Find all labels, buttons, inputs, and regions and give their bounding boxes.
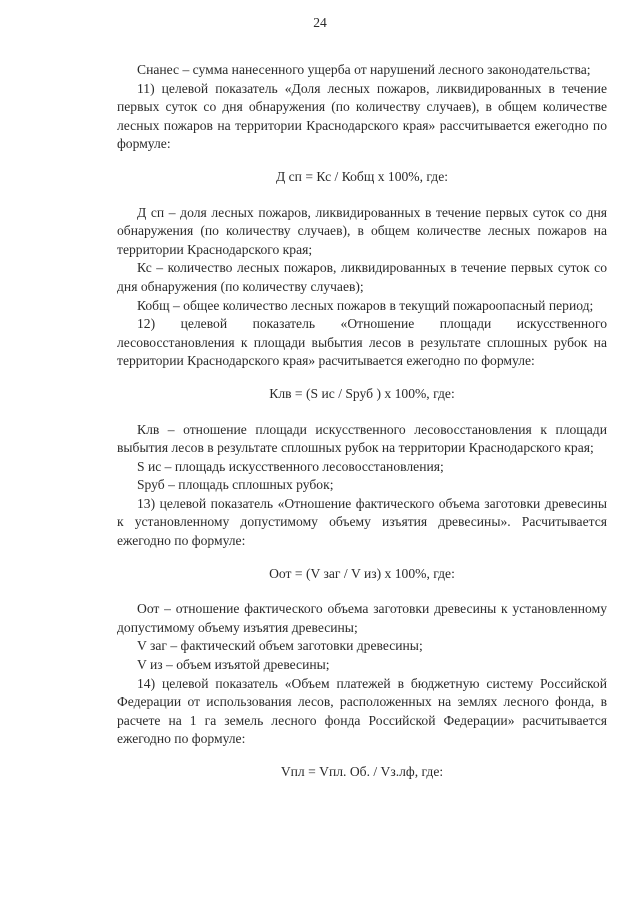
paragraph: Кс – количество лесных пожаров, ликвидированных в течение первых суток со дня обнаружения (по количеству случаев); [117, 260, 607, 294]
paragraph: Кобщ – общее количество лесных пожаров в текущий пожароопасный период; [137, 297, 594, 313]
paragraph: Клв – отношение площади искусственного лесовосстановления к площади выбытия лесов в результате сплошных рубок на территории Краснодарского края; [117, 421, 607, 456]
paragraph: Оот – отношение фактического объема заготовки древесины к установленному допустимому объему изъятия древесины; [117, 601, 607, 635]
paragraph: 12) целевой показатель «Отношение площади искусственного лесовосстановления к площади выбытия лесов в результате сплошных рубок на территории Краснодарского края» расчитывается ежегодно по формуле: [117, 316, 607, 369]
paragraph: 14) целевой показатель «Объем платежей в бюджетную систему Российской Федерации от использования лесов, расположенных на землях лесного фонда, в расчете на 1 га земель лесного фонда Российской Федерации» расчитывается ежегодно по формуле: [117, 675, 607, 747]
paragraph: V заг – фактический объем заготовки древесины; [137, 638, 423, 654]
page-number: 24 [313, 15, 327, 30]
paragraph: S ис – площадь искусственного лесовосстановления; [137, 458, 444, 474]
formula: Оот = (V заг / V из) х 100%, где: [269, 565, 455, 581]
paragraph: Д сп – доля лесных пожаров, ликвидированных в течение первых суток со дня обнаружения (по количеству случаев), в общем количестве лесных пожаров на территории Краснодарского края; [117, 204, 607, 257]
document-body [117, 61, 607, 799]
paragraph: 13) целевой показатель «Отношение фактического объема заготовки древесины к установленному допустимому объему изъятия древесины». Расчитывается ежегодно по формуле: [117, 495, 607, 549]
formula: Клв = (S ис / Sруб ) х 100%, где: [269, 385, 455, 401]
formula: Д сп = Кс / Кобщ х 100%, где: [275, 168, 449, 184]
paragraph: 11) целевой показатель «Доля лесных пожаров, ликвидированных в течение первых суток со дня обнаружения (по количеству случаев), в общем количестве лесных пожаров на территории Краснодарского края» рассчитывается ежегодно по формуле: [117, 80, 607, 152]
paragraph: Снанес – сумма нанесенного ущерба от нарушений лесного законодательства; [137, 62, 591, 77]
formula: Vпл = Vпл. Об. / Vз.лф, где: [280, 764, 444, 779]
paragraph: Sруб – площадь сплошных рубок; [137, 477, 334, 493]
paragraph: V из – объем изъятой древесины; [137, 657, 330, 673]
